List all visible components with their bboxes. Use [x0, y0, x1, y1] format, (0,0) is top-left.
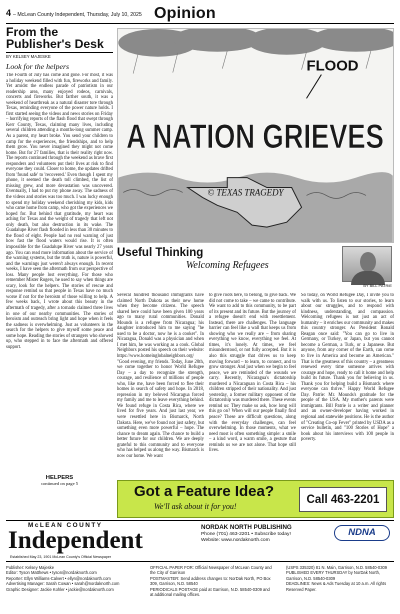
ad-phone-box: Call 463-2201 [299, 487, 387, 512]
flood-pointer [307, 75, 322, 99]
ad-headline: Got a Feature Idea? [134, 483, 275, 500]
masthead-established: Established May 23, 1901 McLean County's Official Newspaper [10, 555, 112, 559]
dateline-block [6, 8, 142, 18]
office-name: NORDAK NORTH PUBLISHING [201, 524, 292, 531]
info-line: PERIODICALS POSTAGE paid at Garrison, N.D. 58540-0309 and at additional mailing offices. [150, 586, 270, 598]
publishers-desk-subhead: Look for the helpers [6, 62, 70, 71]
page-number: 4 [6, 8, 12, 18]
column-title: Welcoming Refugees [186, 260, 269, 271]
info-line: PUBLISHED EVERY THURSDAY by NorDak North, Garrison, N.D. 58540-0309 [286, 570, 381, 581]
official-paper-info [150, 565, 274, 597]
info-line: OFFICIAL PAPER FOR: Official Newspaper of McLean County and the City of Garrison [150, 565, 272, 576]
column-kicker: Useful Thinking [117, 247, 204, 259]
masthead-name: Independent [8, 527, 143, 554]
info-line: DEADLINES: News & Ads Tuesday at 10 a.m. All rights Reserved Paper. [286, 581, 387, 592]
columnist-photo [342, 246, 392, 282]
ad-subline: We'll ask about it for you! [154, 502, 237, 511]
feature-idea-ad [117, 480, 394, 518]
cartoon-headline: A NATION GRIEVES [126, 117, 384, 156]
publishers-desk-column [6, 26, 113, 486]
flood-label: FLOOD [306, 58, 359, 75]
columnist-byline: BY BILL PATRIE [363, 283, 392, 288]
publication-info [286, 565, 394, 592]
staff-list [6, 565, 120, 592]
cartoon-signature: © TEXAS TRAGEDY [207, 187, 284, 198]
publishers-desk-byline: BY KELSEY MAJESKE [6, 52, 113, 59]
column-text-2: to give roots here, to belong, to give back. We did not come to take – we came to contribute. We want to add to this community, to be part of its present and its future. But the journey of a refugee doesn't end with resettlement. Instead, there are challenges. The language barrier can feel like a wall that keeps us from showing who we really are – from sharing everything we know, everything we feel. At times, it's lonely. At times, we feel misunderstood, or not fully accepted. But it is also this struggle that drives us to keep moving forward – to learn, to connect, and to grow stronger. And just when we begin to feel peace, we are reminded of the wounds we carry. Recently, Nicaragua's dictatorship murdered a Nicaraguan in Costa Rica – his children stripped of their nationality. And just yesterday, a former military opponent of the dictatorship was murdered there. These events remind us: They make us ask, how long will this go on? When will our people finally find peace? These are difficult questions, along with the everyday challenges, can feel overwhelming. In those moments, what we need most is often something simple: a smile – a kind word, a warm smile, a gesture that reminds us we are not alone. That hope still lives. [209, 293, 296, 454]
staff-line: Editor: Tyson Matthews • tyson@nordaknorth.com [6, 570, 97, 576]
staff-line: Advertising Manager: Sarah Cowan • sarah@nordaknorth.com [6, 581, 120, 587]
columnist-face [360, 252, 376, 272]
masthead-county: McLEAN COUNTY [28, 522, 103, 529]
dateline: – McLean County Independent, Thursday, July 10, 2025 [13, 12, 142, 18]
staff-line: Graphic Designer: Jackie Kohler • jackie@nordaknorth.com [6, 586, 114, 592]
column-text-1: Several hundred thousand immigrants have claimed North Dakota as their new home when they become citizens. The speech shared here could have been given 100 years ago to many rural communities. Donald Mounds is a refugee from Nicaragua; his daughter introduced him to me saying "he used to be a doctor, now he is a cooker". In Nicaragua, Donald was a physician and when I met him, he was working as a cook. Global Neighbors posted his speech on their website: https://www.homeinglobalneighbors.org/ "Good evening, my friends. Today, June 20th, we come together to honor World Refugee Day – a day to recognize the strength, courage, and resilience of millions of people who, like me, have been forced to flee their homes in search of safety and hope. In 2018, repression in my beloved Nicaragua forced my family and me to leave everything behind. We found refuge in Costa Rica, where we lived for five years. And just last year, we were resettled here in Bismarck, North Dakota. Here, we've found not just safety, but something even more powerful – hope. The chance to dream again. The chance to build a better future for our children. We are deeply grateful to this community and to everyone who has helped us along the way. Bismarck is now our home. We want [117, 293, 204, 459]
section-title: Opinion [154, 5, 216, 22]
publishers-desk-headline: From the Publisher's Desk [6, 25, 104, 51]
continued-keyword: HELPERS [45, 475, 74, 481]
staff-line: Reporter: Ellyn Williams-Calvert • ellyn@nordaknorth.com [6, 575, 111, 581]
column-text-3: So today, on World Refugee Day, I invite you to walk with us. To listen to our stories, to learn about our struggles, and to respond with kindness, understanding, and compassion. Welcoming refugees is not just an act of humanity – it enriches our community and makes this country stronger. As President Ronald Reagan once said: "You can go to live in Germany, or Turkey, or Japan, but you cannot become a German, a Turk, or a Japanese. But anyone, from any corner of the Earth, can come to live in America and become an American." That is the greatness of this country – a greatness renewed every time someone arrives with courage and hope, ready to call it home and help build its future. Thank you for believing in us. Thank you for helping build a Bismarck where everyone can thrive." Happy World Refugee Day. Patrie: Mr. Mounds's gratitude for the people of the USA. My mother's parents were immigrants. Bill Patrie is a writer and planner and an owner-developer having worked in regional and statewide positions. He is the author of "Creating Co-op Fever" printed by USDA as a service bulletin, and "100 Stories of Hope" a book about his interviews with 100 people in poverty. [301, 293, 394, 443]
masthead-office [201, 525, 292, 543]
masthead [6, 520, 394, 562]
page-header [6, 4, 394, 24]
cartoon-drawing [118, 29, 393, 242]
ndna-logo: NDNA [334, 525, 390, 541]
info-line: (USPS 335320) 81 N. Main, Garrison, N.D. 58540-0309 [286, 565, 388, 570]
storm-clouds [118, 29, 393, 57]
info-line: POSTMASTER: Send address changes to: NorDak North, PO Box 309, Garrison, N.D. 58540 [150, 575, 271, 587]
continued-note: continued on page 5 [40, 481, 79, 486]
editorial-cartoon [117, 28, 394, 243]
publishers-desk-body: The Fourth of July has come and gone. For most, it was a holiday weekend filled with fun, fireworks and family. Yet amidst the endless parade of patriotism in our readership area, many enjoyed rodeos, carnivals, concerts and fireworks. But farther south, it was a weekend of heartbreak as a natural disaster tore through Texas, reminding everyone of the power nature holds. I first started seeing the videos and news stories on Friday – horrifying reports of the flash flood that swept through Kerr County, Texas, claiming many lives, including several children attending a months-long summer camp. As a parent, my heart broke. You send your children to camp for the experiences, the friendships, and to help them grow. You never imagined they might not come home. But for 27 families, that is their reality right now. The reports continued through the weekend as brave first responders and volunteers put their lives at risk to find everyone they could. Closer to home, the updates drifted from 'found safe' to 'recovered.' Even though I spent my phone, it seemed the death toll climbed, the list of missing grew, and more devastation was uncovered. Eventually, I had to put my phone away. The sadness of the videos and stories was too much. I was lucky enough to spend my holiday weekend cherishing my kids, kids who came home from camp, who got the experiences we hoped for. But behind that gratitude, my heart was aching for Texas and the weight of tragedy that left not only death, but also destruction in its wake. The Guadalupe River flash flooded in less than 30 minutes to the flood of eight. People had no real warning of just how fast the flood waters would rise. It is often impossible for the Guadalupe River was nearly 27 years ago. You can read more information about the service of the warning systems, but the truth is, nature is powerful, and the warnings just weren't always enough. In recent weeks, I have seen the aftermath from our perspective of loss. Many people lost everything. For those who remember Mister Rogers, he used to say when things are scary, look for the helpers. The stories of rescue and response remind us that people in Texas have no much worse if not for the heroism of those willing to help. A few weeks back, I wrote about this beauty in the aftermath of tragedy, after a tornado claimed three lives in one of our nearby communities. The stories of heroism and outreach bring light and hope when it feels the sadness is overwhelming. Just as volunteers in the search for the helpers to give myself some peace and some hope. Reading the stories of strangers who showed up, who stepped in to face the aftermath and offered support. [6, 73, 113, 350]
office-website: Website: www.nordaknorth.com [201, 537, 270, 543]
staff-line: Publisher: Kelsey Majeske [6, 565, 55, 570]
office-phone: Phone (701) 463-2201 • Subscribe today! [201, 531, 291, 537]
